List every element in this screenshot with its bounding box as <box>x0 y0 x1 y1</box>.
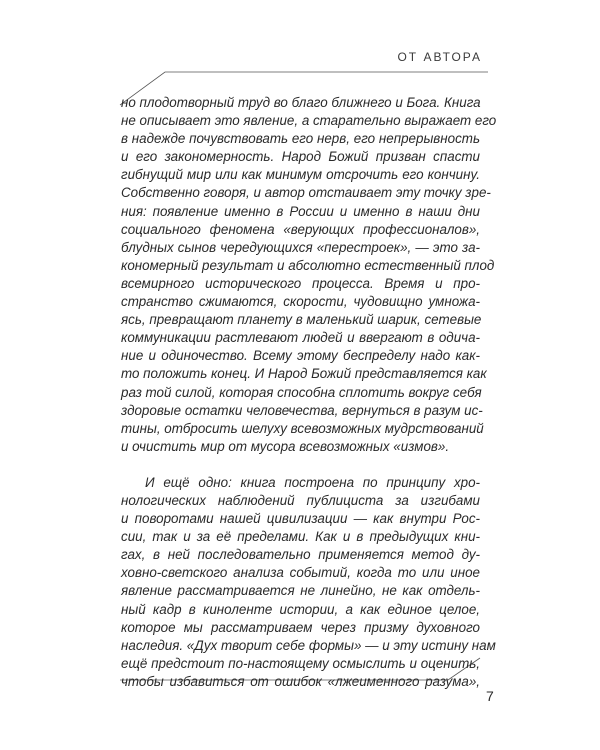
text-line: которое мы рассматриваем через призму духовного <box>121 619 480 635</box>
text-line: и его закономерность. Народ Божий призван спасти <box>121 149 480 165</box>
text-line: тины, отбросить шелуху всевозможных мудрствований <box>121 420 484 436</box>
text-line: ния: появление именно в России и именно в наши дни <box>121 203 480 219</box>
text-line: наследия. «Дух творит себе формы» — и эту истину нам <box>121 637 496 653</box>
text-line: ясь, превращают планету в маленький шарик, сетевые <box>121 312 482 328</box>
text-line: коммуникации растлевают людей и ввергают в одича- <box>121 330 480 346</box>
running-head: ОТ АВТОРА <box>397 50 482 64</box>
text-line: то положить конец. И Народ Божий представляется как <box>121 366 487 382</box>
body-text <box>121 94 497 691</box>
text-line: явление рассматривается не линейно, не как отдель- <box>121 583 480 599</box>
text-line: гибнущий мир или как минимум отсрочить его кончину. <box>121 167 480 183</box>
text-line: в надежде почувствовать его нерв, его непрерывность <box>121 131 480 147</box>
text-line: И ещё одно: книга построена по принципу хро- <box>145 474 480 490</box>
text-line: сии, так и за её пределами. Как и в предыдущих кни- <box>121 529 480 545</box>
paragraph-2 <box>121 474 496 691</box>
text-line: ховно-светского анализа событий, когда то или иное <box>121 565 480 581</box>
text-line: странство сжимаются, скорости, чудовищно умножа- <box>121 294 480 310</box>
text-line: и поворотами нашей цивилизации — как внутри Рос- <box>121 511 480 527</box>
paragraph-1 <box>121 94 497 456</box>
text-line: ный кадр в киноленте истории, а как единое целое, <box>121 601 480 617</box>
text-line: ещё предстоит по-настоящему осмыслить и оценить, <box>121 655 480 671</box>
text-line: кономерный результат и абсолютно естественный плод <box>121 257 495 273</box>
text-line: гах, в ней последовательно применяется метод ду- <box>121 547 480 563</box>
text-line: не описывает это явление, а старательно выражает его <box>121 113 497 129</box>
text-line: раз той силой, которая способна сплотить вокруг себя <box>121 384 482 400</box>
page-number: 7 <box>486 688 494 704</box>
text-line: всемирного исторического процесса. Время и про- <box>121 275 480 291</box>
text-line: но плодотворный труд во благо ближнего и Бога. Книга <box>121 95 481 110</box>
text-line: социального феномена «верующих профессионалов», <box>121 221 480 237</box>
text-line: здоровые остатки человечества, вернуться в разум ис- <box>121 402 483 418</box>
text-line: и очистить мир от мусора всевозможных «измов». <box>121 438 450 454</box>
text-line: блудных сынов чередующихся «перестроек», — это за- <box>121 239 480 255</box>
text-line: нологических наблюдений публициста за изгибами <box>121 492 480 508</box>
text-line: Собственно говоря, и автор отстаивает эту точку зре- <box>121 185 491 201</box>
paragraph-gap <box>121 456 480 474</box>
text-line: ние и одиночество. Всему этому беспределу надо как- <box>121 348 480 364</box>
text-line: чтобы избавиться от ошибок «лжеименного разума», <box>121 673 480 689</box>
